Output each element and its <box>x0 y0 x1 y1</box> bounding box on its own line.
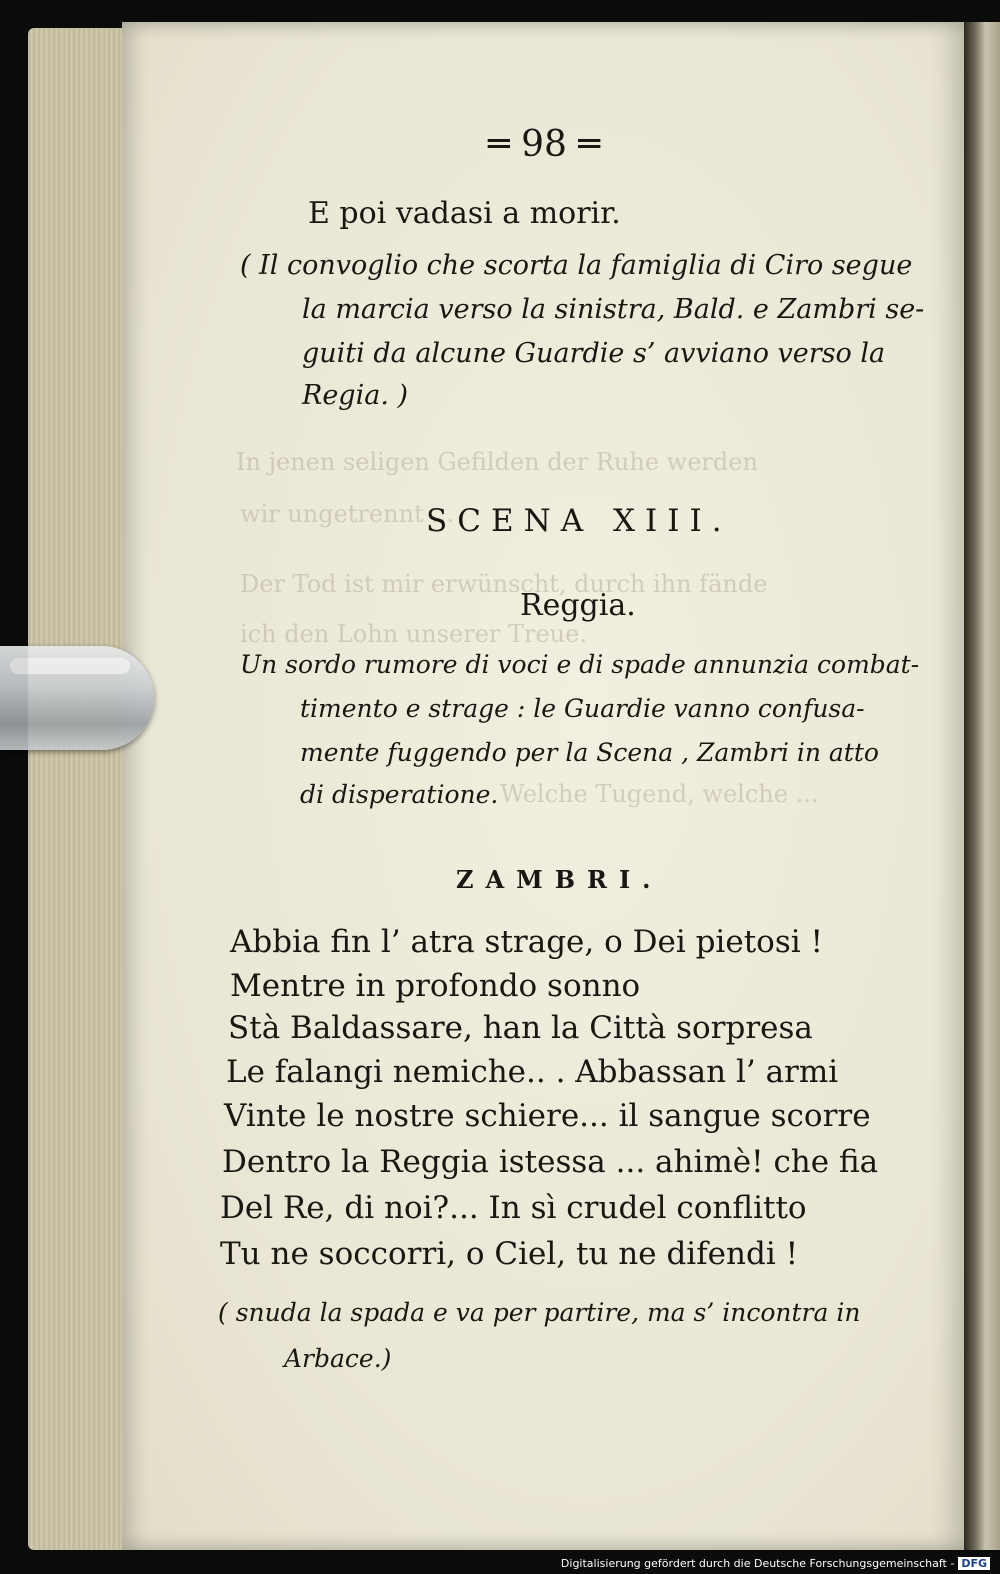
stage-direction-line: Regia. ) <box>302 380 409 411</box>
stage-direction-line: timento e strage : le Guardie vanno confusa- <box>300 694 865 723</box>
digitization-credit <box>561 1557 990 1570</box>
scene-heading: SCENA XIII. <box>426 503 732 539</box>
verse-line: Dentro la Reggia istessa ... ahimè! che fia <box>222 1144 879 1180</box>
facing-page-edge <box>964 22 1000 1550</box>
verse-line: Abbia fin l’ atra strage, o Dei pietosi ! <box>230 924 823 960</box>
verse-line: Vinte le nostre schiere... il sangue scorre <box>224 1098 871 1134</box>
stage-direction-line: di disperatione. <box>300 780 499 809</box>
page-clip <box>0 646 154 750</box>
credit-text: Digitalisierung gefördert durch die Deutsche Forschungsgemeinschaft - <box>560 1557 955 1570</box>
verse-line: Mentre in profondo sonno <box>230 968 641 1004</box>
speaker-name: ZAMBRI. <box>456 865 663 894</box>
stage-direction-line: ( Il convoglio che scorta la famiglia di Ciro segue <box>240 250 913 281</box>
bleed-through-line: ich den Lohn unserer Treue. <box>240 620 587 648</box>
bleed-through-line: In jenen seligen Gefilden der Ruhe werden <box>236 448 758 476</box>
stage-direction-line: Arbace.) <box>284 1344 392 1373</box>
page-number: ═ 98 ═ <box>488 124 601 165</box>
text-line: E poi vadasi a morir. <box>308 196 621 231</box>
stage-direction-line: ( snuda la spada e va per partire, ma s’ incontra in <box>218 1298 861 1327</box>
clip-highlight <box>10 658 130 674</box>
verse-line: Del Re, di noi?... In sì crudel conflitto <box>220 1190 807 1226</box>
book-page-edges <box>28 28 124 1550</box>
bleed-through-line: Der Tod ist mir erwünscht, durch ihn fände <box>240 570 768 598</box>
stage-direction-line: Un sordo rumore di voci e di spade annunzia combat- <box>240 650 920 679</box>
dfg-logo: DFG <box>958 1557 990 1570</box>
verse-line: Tu ne soccorri, o Ciel, tu ne difendi ! <box>220 1236 799 1272</box>
verse-line: Stà Baldassare, han la Città sorpresa <box>228 1010 813 1046</box>
stage-direction-line: mente fuggendo per la Scena , Zambri in atto <box>300 738 879 767</box>
bleed-through-line: Welche Tugend, welche ... <box>500 780 819 808</box>
stage-direction-line: la marcia verso la sinistra, Bald. e Zambri se- <box>302 294 925 325</box>
scene-location: Reggia. <box>520 588 636 623</box>
verse-line: Le falangi nemiche.. . Abbassan l’ armi <box>226 1054 839 1090</box>
bleed-through-line: wir ungetrennt ... <box>240 500 455 528</box>
stage-direction-line: guiti da alcune Guardie s’ avviano verso la <box>302 338 886 369</box>
